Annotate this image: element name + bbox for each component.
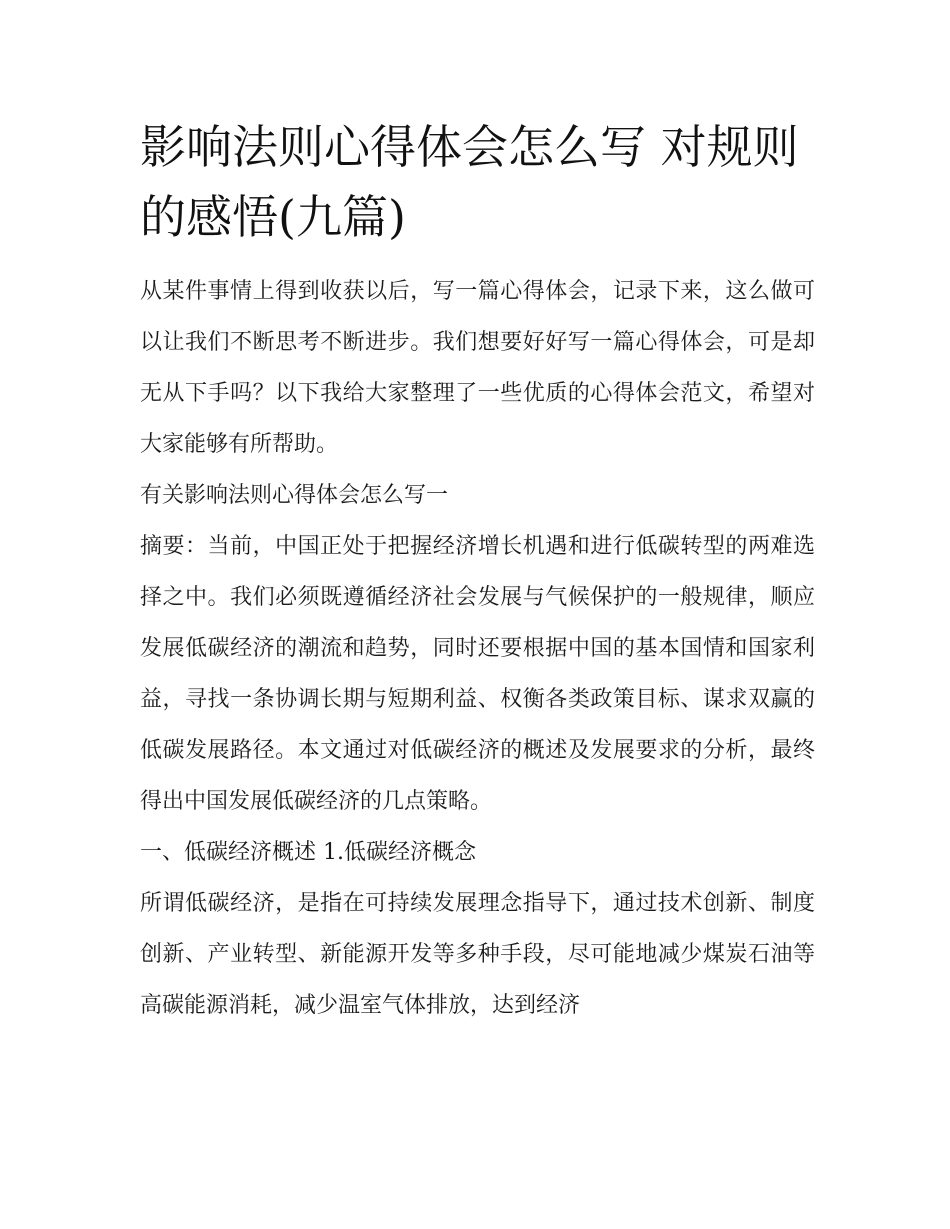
abstract-paragraph: 摘要：当前，中国正处于把握经济增长机遇和进行低碳转型的两难选择之中。我们必须既遵循经济社会发展与气候保护的一般规律，顺应发展低碳经济的潮流和趋势，同时还要根据中国的基本国情和国家利益，寻找一条协调长期与短期利益、权衡各类政策目标、谋求双赢的低碳发展路径。本文通过对低碳经济的概述及发展要求的分析，最终得出中国发展低碳经济的几点策略。: [140, 534, 815, 814]
definition-paragraph: 所谓低碳经济，是指在可持续发展理念指导下，通过技术创新、制度创新、产业转型、新能源开发等多种手段，尽可能地减少煤炭石油等高碳能源消耗，减少温室气体排放，达到经济: [140, 891, 815, 1018]
intro-paragraph: 从某件事情上得到收获以后，写一篇心得体会，记录下来，这么做可以让我们不断思考不断进步。我们想要好好写一篇心得体会，可是却无从下手吗？以下我给大家整理了一些优质的心得体会范文，希望对大家能够有所帮助。: [140, 279, 815, 457]
document-body: [140, 266, 815, 1031]
document-title: 影响法则心得体会怎么写 对规则的感悟(九篇): [140, 120, 799, 244]
document-page: [140, 112, 815, 1031]
section-heading: 有关影响法则心得体会怎么写一: [140, 483, 449, 508]
subsection-heading: 一、低碳经济概述 1.低碳经济概念: [140, 840, 476, 865]
